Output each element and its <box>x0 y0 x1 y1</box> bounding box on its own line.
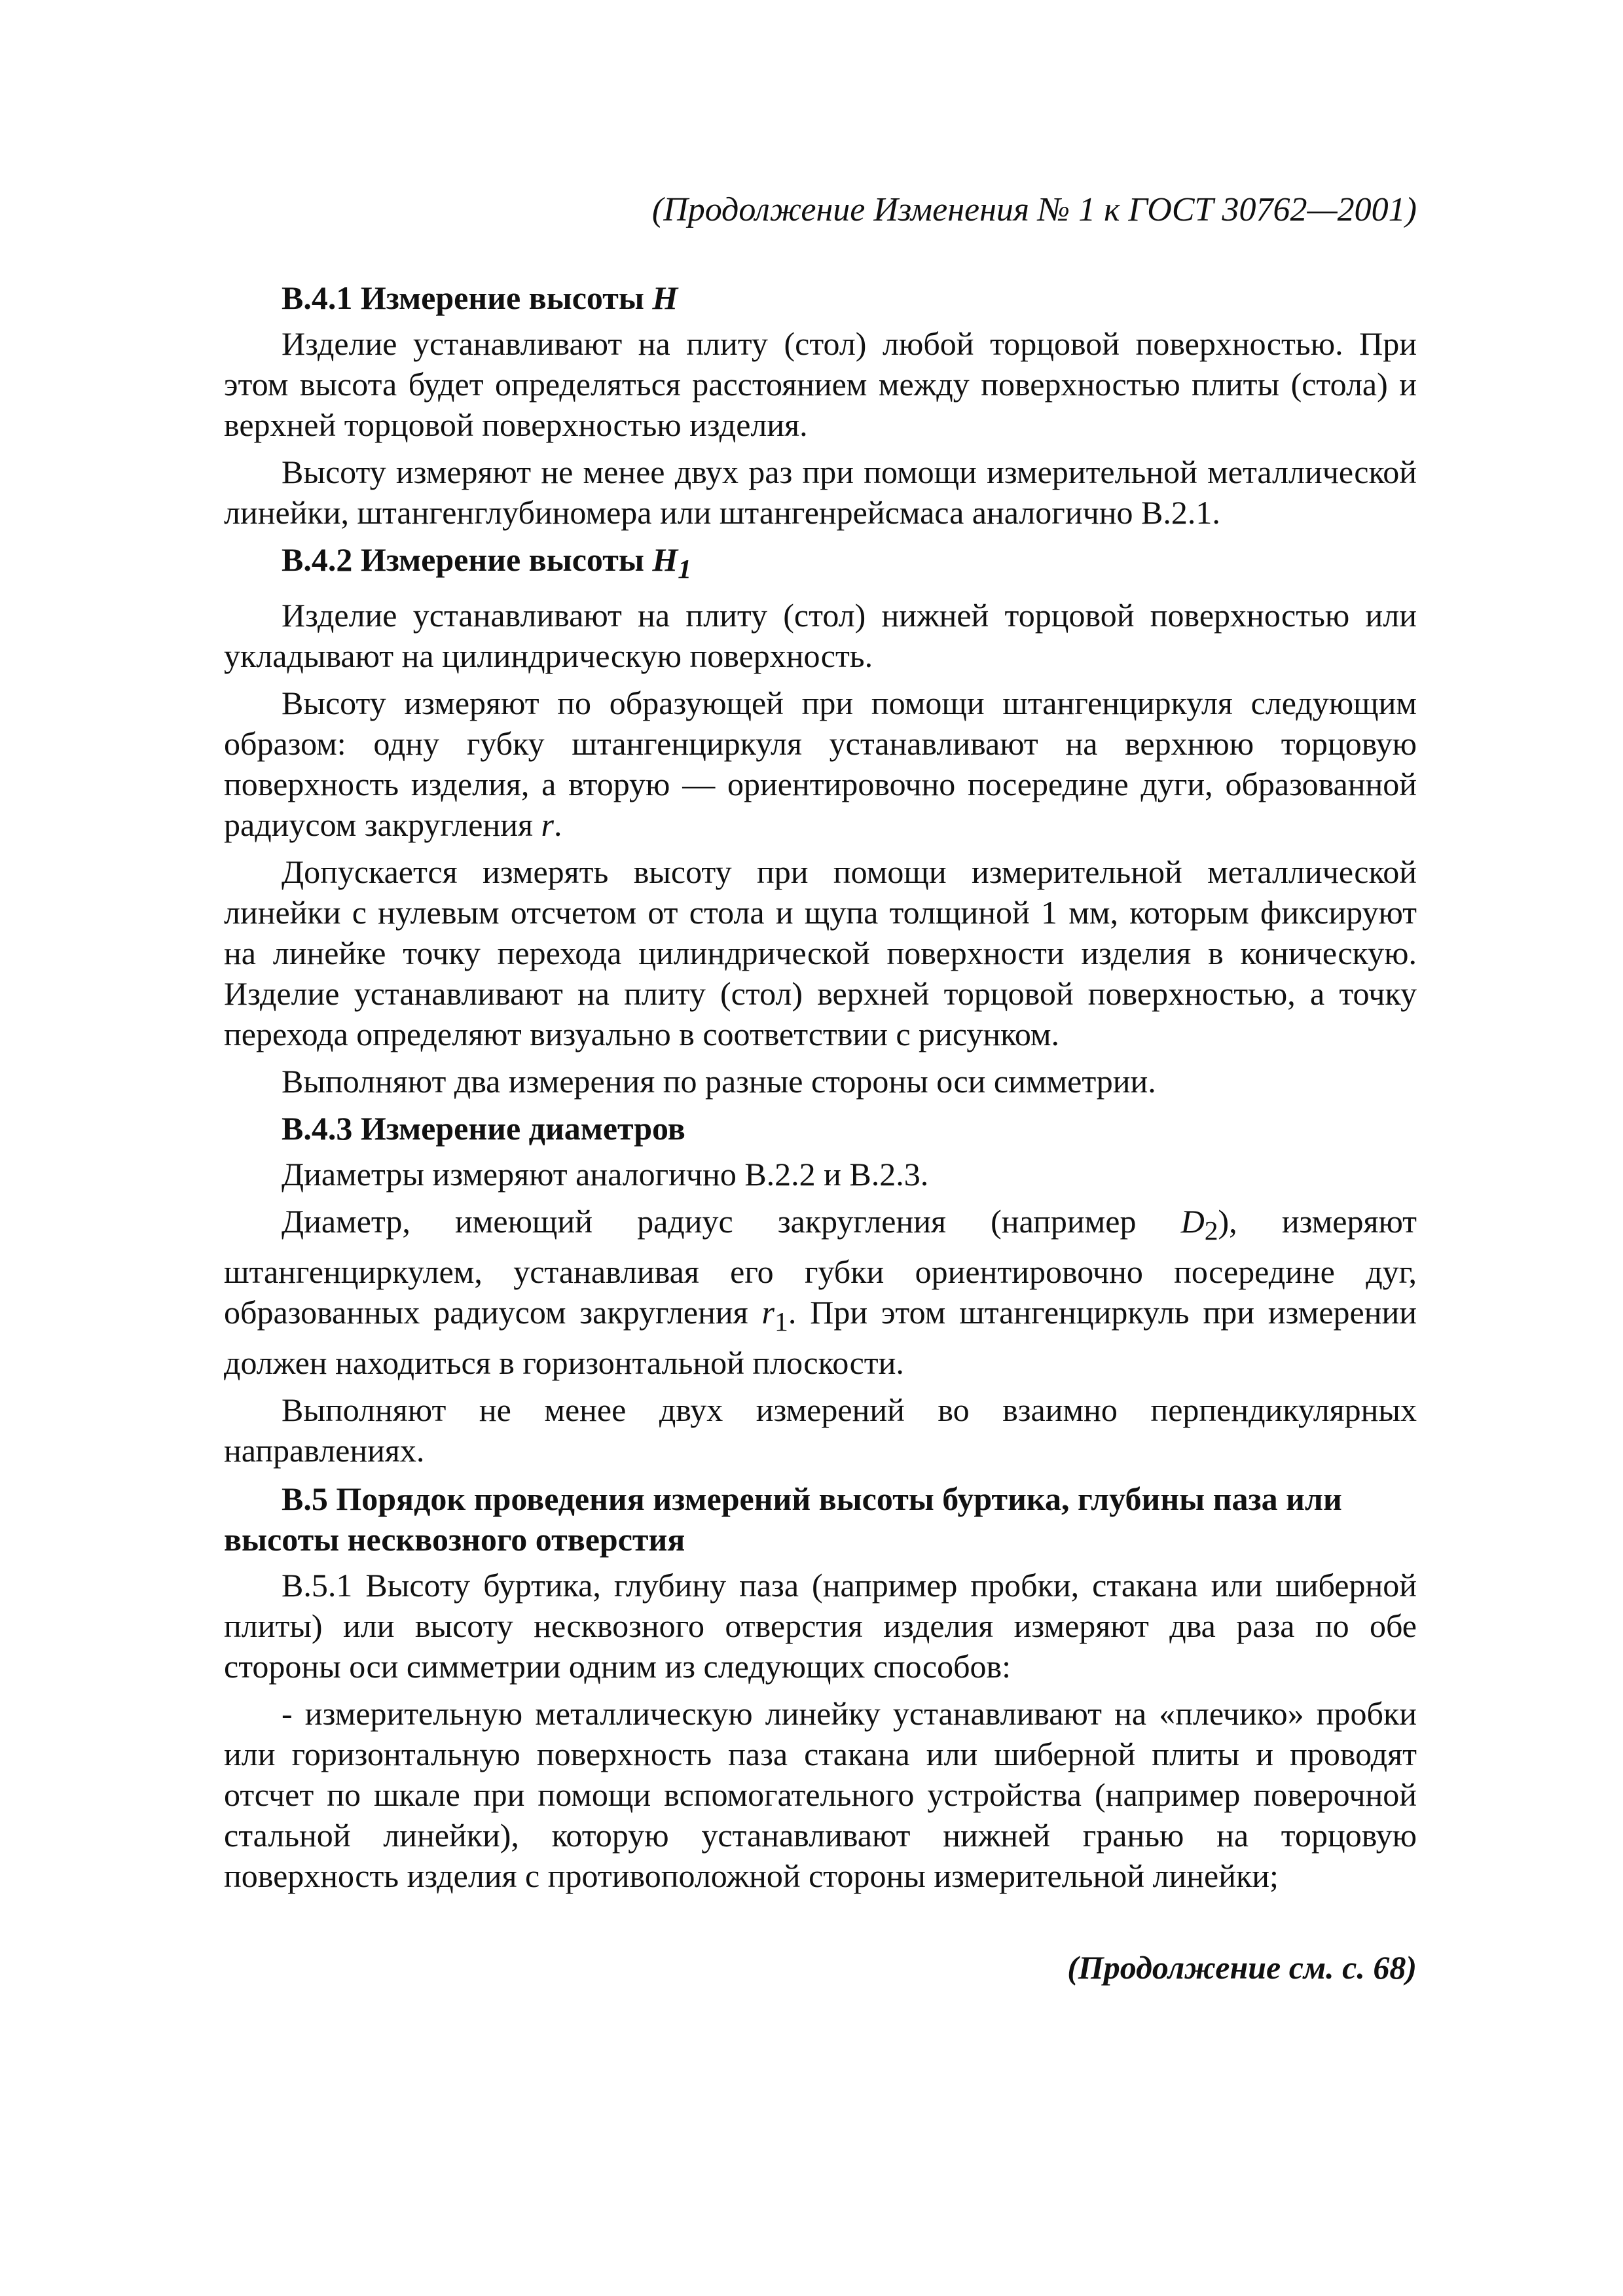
paragraph <box>224 683 1417 845</box>
paragraph: Изделие устанавливают на плиту (стол) любой торцовой поверхностью. При этом высота будет определяться расстоянием между поверхностью плиты (стола) и верхней торцовой поверхностью изделия. <box>224 325 1417 443</box>
document-page <box>224 190 1417 1988</box>
radius-subscript: 1 <box>774 1307 788 1337</box>
paragraph: Выполняют два измерения по разные стороны оси симметрии. <box>282 1063 1156 1100</box>
height-symbol: Н <box>652 279 678 316</box>
section-heading-b5: В.5 Порядок проведения измерений высоты буртика, глубины паза или высоты несквозного отверстия <box>224 1480 1342 1558</box>
paragraph <box>224 1201 1417 1383</box>
page-footer: (Продолжение см. с. 68) <box>1067 1949 1417 1986</box>
paragraph-text: . При этом штангенциркуль при измерении должен находиться в горизонтальной плоскости. <box>224 1294 1417 1381</box>
paragraph: Высоту измеряют не менее двух раз при помощи измерительной металлической линейки, штангенглубиномера или штангенрейсмаса аналогично В.2.1. <box>224 454 1417 531</box>
section-heading-b41-text: В.4.1 Измерение высоты <box>282 279 653 316</box>
height-subscript: 1 <box>678 554 692 584</box>
paragraph: Допускается измерять высоту при помощи измерительной металлической линейки с нулевым отсчетом от стола и щупа толщиной 1 мм, которым фиксируют на линейке точку перехода цилиндрической поверхности изделия в коническую. Изделие устанавливают на плиту (стол) верхней торцовой поверхностью, а точку перехода определяют визуально в соответствии с рисунком. <box>224 853 1417 1052</box>
section-heading-b43: В.4.3 Измерение диаметров <box>282 1110 685 1147</box>
diameter-symbol: D <box>1180 1203 1205 1240</box>
paragraph-text: . <box>553 806 562 843</box>
height-symbol: Н <box>652 541 678 578</box>
page-header: (Продолжение Изменения № 1 к ГОСТ 30762—2001) <box>651 191 1417 228</box>
paragraph: - измерительную металлическую линейку устанавливают на «плечико» пробки или горизонтальную поверхность паза стакана или шиберной плиты и проводят отсчет по шкале при помощи вспомогательного устройства (например поверочной стальной линейки), которую устанавливают нижней гранью на торцовую поверхность изделия с противоположной стороны измерительной линейки; <box>224 1695 1417 1894</box>
diameter-subscript: 2 <box>1204 1216 1218 1246</box>
paragraph-text: Диаметр, имеющий радиус закругления (например <box>282 1203 1181 1240</box>
paragraph: Диаметры измеряют аналогично В.2.2 и В.2.3. <box>282 1156 929 1193</box>
section-heading-b42-text: В.4.2 Измерение высоты <box>282 541 653 578</box>
section-heading-b41 <box>282 278 1417 318</box>
paragraph: Изделие устанавливают на плиту (стол) нижней торцовой поверхностью или укладывают на цилиндрическую поверхность. <box>224 597 1417 674</box>
paragraph-text: Высоту измеряют по образующей при помощи штангенциркуля следующим образом: одну губку штангенциркуля устанавливают на верхнюю торцовую поверхность изделия, а вторую — ориентировочно посередине дуги, образованной радиусом закругления <box>224 685 1417 843</box>
radius-symbol: r <box>761 1294 775 1331</box>
paragraph-text: ), измеряют штангенциркулем, устанавливая его губки ориентировочно посередине дуг, образованных радиусом закругления <box>224 1203 1417 1331</box>
section-heading-b42 <box>282 539 1417 590</box>
paragraph: Выполняют не менее двух измерений во взаимно перпендикулярных направлениях. <box>224 1391 1417 1469</box>
paragraph: В.5.1 Высоту буртика, глубину паза (например пробки, стакана или шиберной плиты) или высоту несквозного отверстия изделия измеряют два раза по обе стороны оси симметрии одним из следующих способов: <box>224 1567 1417 1685</box>
radius-symbol: r <box>541 806 554 843</box>
